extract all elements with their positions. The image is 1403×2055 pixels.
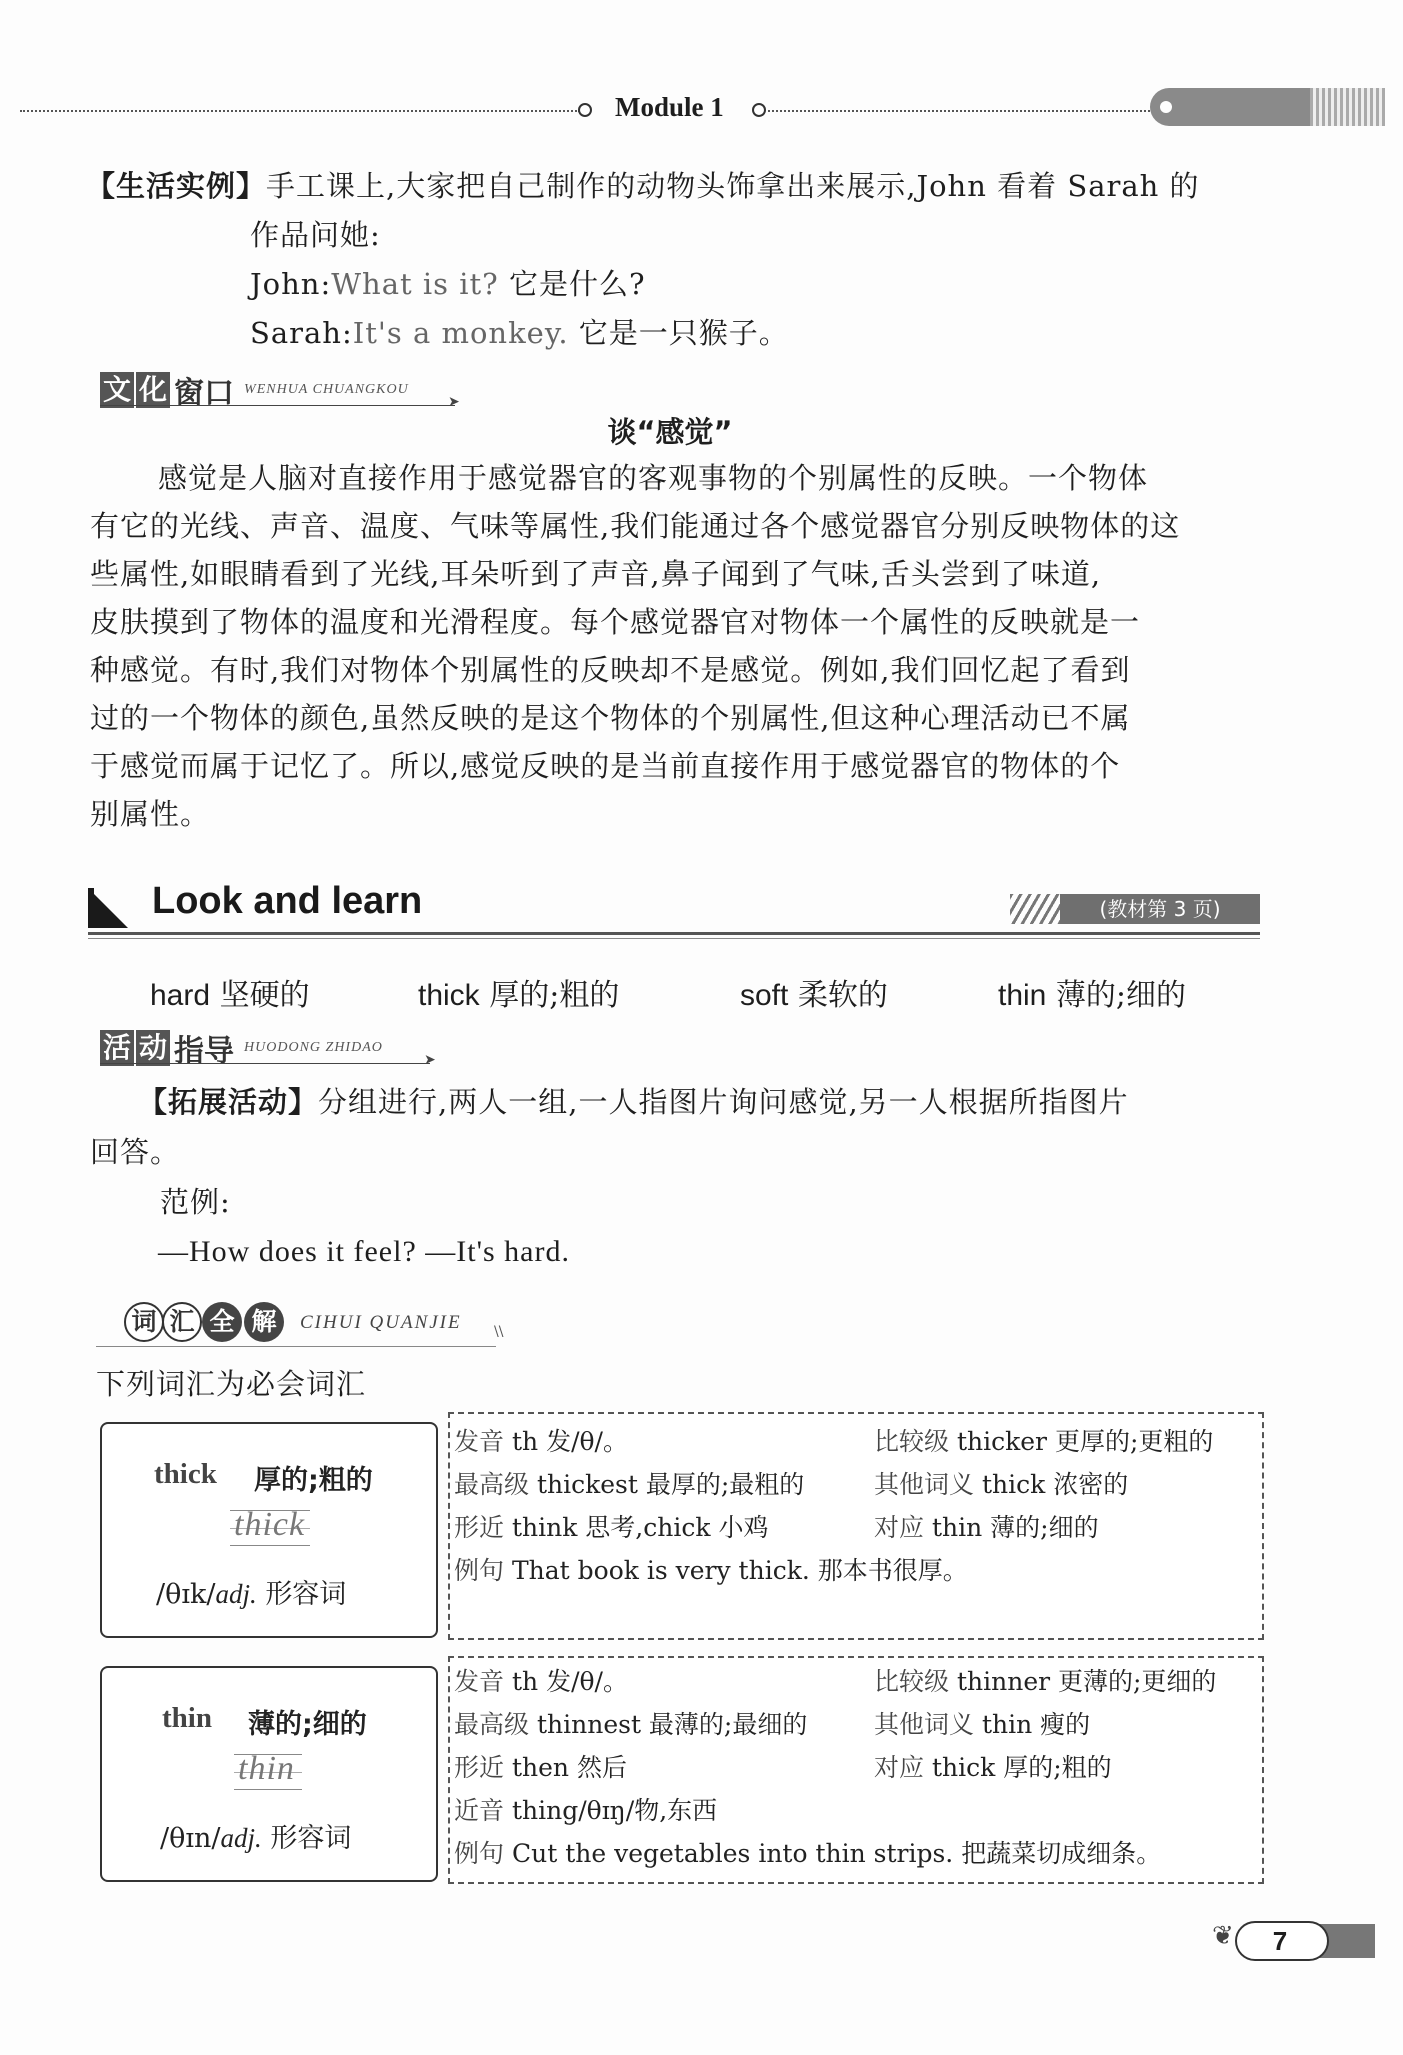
culture-para-line: 感觉是人脑对直接作用于感觉器官的客观事物的个别属性的反映。一个物体 xyxy=(158,461,1149,495)
vocab-card-thin xyxy=(100,1666,438,1882)
header-tab-dot xyxy=(1160,101,1172,113)
vocab-word-soft: soft 柔软的 xyxy=(740,978,888,1013)
detail-row: 比较级 thicker 更厚的;更粗的 xyxy=(874,1427,1214,1456)
example-dialogue: —How does it feel? —It's hard. xyxy=(158,1235,570,1268)
module-title: Module 1 xyxy=(615,92,724,122)
detail-row: 对应 thin 薄的;细的 xyxy=(874,1513,1099,1542)
vocab-detail-thin xyxy=(448,1656,1264,1884)
vocab-heading-mark-icon: \\ xyxy=(494,1324,504,1340)
detail-row: 近音 thing/θɪŋ/物,东西 xyxy=(454,1796,718,1825)
culture-para-line: 有它的光线、声音、温度、气味等属性,我们能通过各个感觉器官分别反映物体的这 xyxy=(90,509,1181,543)
header-tab xyxy=(1150,88,1310,126)
activity-line1: 【拓展活动】分组进行,两人一组,一人指图片询问感觉,另一人根据所指图片 xyxy=(138,1085,1129,1119)
john-line: John:What is it? 它是什么? xyxy=(250,267,646,301)
culture-para-line: 于感觉而属于记忆了。所以,感觉反映的是当前直接作用于感觉器官的物体的个 xyxy=(90,749,1121,783)
activity-guide-label: 活 动 指导 HUODONG ZHIDAO xyxy=(100,1026,383,1070)
vocab-heading-char: 解 xyxy=(244,1302,284,1342)
vocab-heading-rule xyxy=(96,1346,496,1347)
detail-row: 比较级 thinner 更薄的;更细的 xyxy=(874,1667,1217,1696)
textbook-page-tag: (教材第 3 页) xyxy=(1060,894,1260,924)
detail-row: 最高级 thinnest 最薄的;最细的 xyxy=(454,1710,808,1739)
culture-label-rule xyxy=(100,405,455,406)
culture-window-label: 文 化 窗口 WENHUA CHUANGKOU xyxy=(100,368,409,412)
header-rule-right xyxy=(768,110,1158,112)
card-ipa: /θɪk/adj. 形容词 xyxy=(156,1579,347,1610)
culture-para-line: 皮肤摸到了物体的温度和光滑程度。每个感觉器官对物体一个属性的反映就是一 xyxy=(90,605,1141,639)
page-number: 7 xyxy=(1272,1926,1288,1956)
detail-row: 形近 then 然后 xyxy=(454,1753,627,1782)
card-ipa: /θɪn/adj. 形容词 xyxy=(160,1823,352,1854)
leaf-icon: ❦ xyxy=(1212,1921,1234,1951)
look-learn-hatch xyxy=(1010,894,1060,924)
culture-para-line: 别属性。 xyxy=(90,797,211,831)
header-dot-right xyxy=(752,103,766,117)
vocab-card-thick xyxy=(100,1422,438,1638)
vocab-heading-char: 全 xyxy=(202,1302,242,1342)
detail-row: 其他词义 thick 浓密的 xyxy=(874,1470,1129,1499)
vocab-heading-pinyin: CIHUI QUANJIE xyxy=(300,1312,462,1333)
vocab-word-thick: thick 厚的;粗的 xyxy=(418,978,620,1013)
example-label: 范例: xyxy=(160,1185,231,1219)
look-learn-title: Look and learn xyxy=(152,880,423,922)
life-example-line1: 【生活实例】手工课上,大家把自己制作的动物头饰拿出来展示,John 看着 Sarah 的 xyxy=(86,169,1200,203)
vocab-intro: 下列词汇为必会词汇 xyxy=(96,1367,367,1401)
culture-arrow-icon: ➤ xyxy=(448,394,460,410)
vocab-word-hard: hard 坚硬的 xyxy=(150,978,310,1013)
card-handwriting: thick xyxy=(234,1506,306,1543)
look-learn-rule-thin xyxy=(88,938,1260,939)
detail-row: 其他词义 thin 瘦的 xyxy=(874,1710,1091,1739)
life-example-line2: 作品问她: xyxy=(250,218,381,252)
look-learn-rule xyxy=(88,932,1260,935)
detail-row: 形近 think 思考,chick 小鸡 xyxy=(454,1513,769,1542)
header-rule-left xyxy=(20,110,580,112)
detail-row: 例句 Cut the vegetables into thin strips. 把蔬菜切成细条。 xyxy=(454,1839,1162,1868)
card-meaning: 厚的;粗的 xyxy=(254,1465,373,1496)
detail-row: 发音 th 发/θ/。 xyxy=(454,1427,628,1456)
card-word: thin xyxy=(162,1702,212,1734)
vocab-heading-char: 汇 xyxy=(162,1302,202,1342)
activity-label-rule xyxy=(100,1063,430,1064)
card-meaning: 薄的;细的 xyxy=(248,1709,367,1740)
activity-arrow-icon: ➤ xyxy=(424,1052,436,1068)
detail-row: 发音 th 发/θ/。 xyxy=(454,1667,628,1696)
vocab-word-thin: thin 薄的;细的 xyxy=(998,978,1187,1013)
header-tab-hatch xyxy=(1310,88,1385,126)
card-word: thick xyxy=(154,1458,217,1490)
vocab-heading-char: 词 xyxy=(124,1302,164,1342)
detail-row: 例句 That book is very thick. 那本书很厚。 xyxy=(454,1556,968,1585)
detail-row: 最高级 thickest 最厚的;最粗的 xyxy=(454,1470,805,1499)
activity-line2: 回答。 xyxy=(90,1135,181,1169)
sarah-line: Sarah:It's a monkey. 它是一只猴子。 xyxy=(250,316,789,350)
header-dot-left xyxy=(578,103,592,117)
card-handwriting: thin xyxy=(238,1750,295,1787)
culture-para-line: 过的一个物体的颜色,虽然反映的是这个物体的个别属性,但这种心理活动已不属 xyxy=(90,701,1131,735)
look-learn-triangle xyxy=(88,888,128,928)
culture-para-line: 些属性,如眼睛看到了光线,耳朵听到了声音,鼻子闻到了气味,舌头尝到了味道, xyxy=(90,557,1102,591)
culture-title: 谈“感觉” xyxy=(607,415,733,449)
detail-row: 对应 thick 厚的;粗的 xyxy=(874,1753,1112,1782)
culture-para-line: 种感觉。有时,我们对物体个别属性的反映却不是感觉。例如,我们回忆起了看到 xyxy=(90,653,1131,687)
vocab-detail-thick xyxy=(448,1412,1264,1640)
